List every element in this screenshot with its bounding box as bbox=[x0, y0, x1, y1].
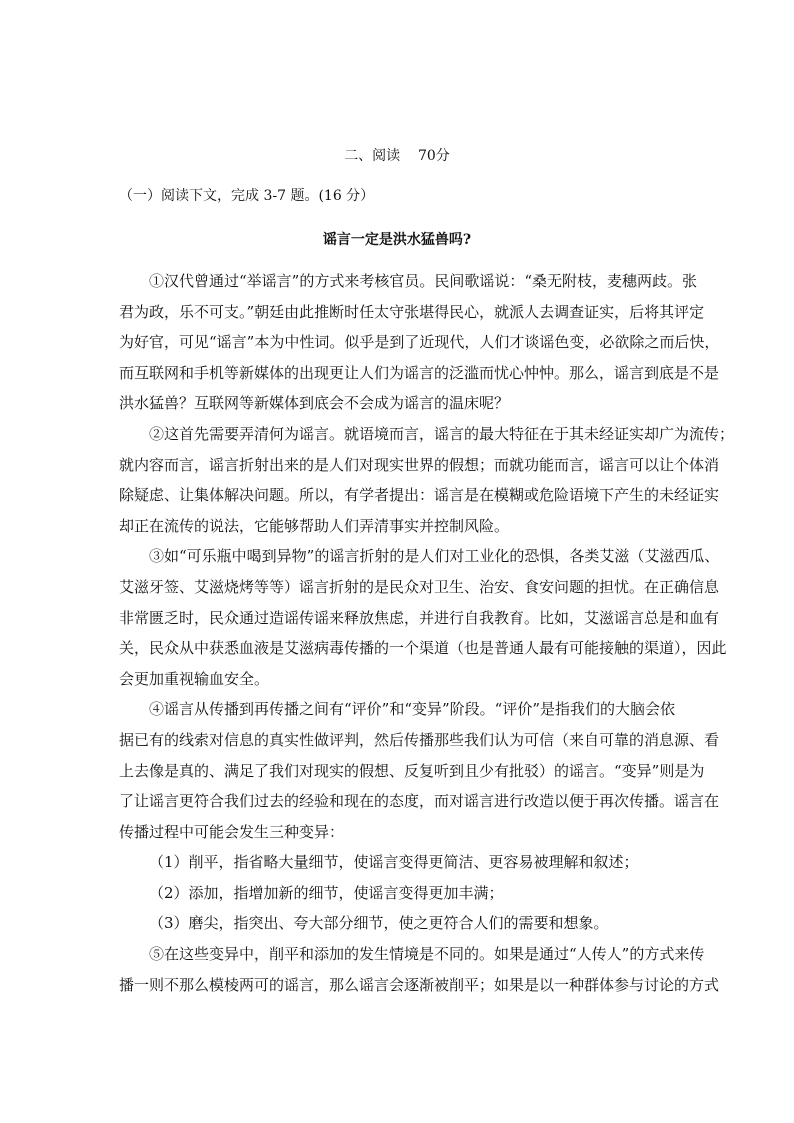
text-line: ③如“可乐瓶中喝到异物”的谣言折射的是人们对工业化的恐惧，各类艾滋（艾滋西瓜、 bbox=[149, 547, 720, 566]
article-title: 谣言一定是洪水猛兽吗? bbox=[322, 232, 472, 248]
text-line: 就内容而言，谣言折射出来的是人们对现实世界的假想；而就功能而言，谣言可以让个体消 bbox=[119, 455, 720, 474]
section-title: 二、阅读 70分 bbox=[344, 148, 450, 164]
text-line: ①汉代曾通过“举谣言”的方式来考核官员。民间歌谣说：“桑无附枝，麦穗两歧。张 bbox=[149, 272, 698, 290]
text-line: 上去像是真的、满足了我们对现实的假想、反复听到且少有批驳）的谣言。“变异”则是为 bbox=[119, 761, 705, 780]
text-line: 而互联网和手机等新媒体的出现更让人们为谣言的泛滥而忧心忡忡。那么，谣言到底是不是 bbox=[119, 363, 720, 382]
question-instruction: （一）阅读下文，完成 3-7 题。(16 分） bbox=[119, 188, 375, 204]
text-line: 为好官，可见“谣言”本为中性词。似乎是到了近现代，人们才谈谣色变，必欲除之而后快， bbox=[119, 333, 720, 352]
article-body bbox=[119, 266, 735, 1000]
text-line: 却正在流传的说法，它能够帮助人们弄清事实并控制风险。 bbox=[119, 516, 510, 535]
text-line: 了让谣言更符合我们过去的经验和现在的态度，而对谣言进行改造以便于再次传播。谣言在 bbox=[119, 792, 720, 811]
text-line: ④谣言从传播到再传播之间有“评价”和“变异”阶段。“评价”是指我们的大脑会依 bbox=[149, 700, 676, 719]
list-item: （3）磨尖，指突出、夸大部分细节，使之更符合人们的需要和想象。 bbox=[149, 914, 609, 933]
text-line: 关，民众从中获悉血液是艾滋病毒传播的一个渠道（也是普通人最有可能接触的渠道），因此 bbox=[119, 639, 727, 658]
text-line: 传播过程中可能会发生三种变异： bbox=[119, 822, 345, 841]
text-line: 播一则不那么模棱两可的谣言，那么谣言会逐渐被削平；如果是以一种群体参与讨论的方式 bbox=[119, 975, 720, 994]
list-item: （2）添加，指增加新的细节，使谣言变得更加丰满； bbox=[149, 883, 504, 902]
text-line: 洪水猛兽？互联网等新媒体到底会不会成为谣言的温床呢？ bbox=[119, 394, 510, 413]
list-item: （1）削平，指省略大量细节，使谣言变得更简洁、更容易被理解和叙述； bbox=[149, 853, 639, 872]
text-line: ②这首先需要弄清何为谣言。就语境而言，谣言的最大特征在于其未经证实却广为流传； bbox=[149, 424, 735, 443]
text-line: 据已有的线索对信息的真实性做评判，然后传播那些我们认为可信（来自可靠的消息源、看 bbox=[119, 730, 720, 749]
text-line: 会更加重视输血安全。 bbox=[119, 669, 270, 688]
text-line: 君为政，乐不可支。”朝廷由此推断时任太守张堪得民心，就派人去调查证实，后将其评定 bbox=[119, 302, 705, 321]
text-line: 艾滋牙签、艾滋烧烤等等）谣言折射的是民众对卫生、治安、食安问题的担忧。在正确信息 bbox=[119, 577, 720, 596]
text-line: 除疑虑、让集体解决问题。所以，有学者提出：谣言是在模糊或危险语境下产生的未经证实 bbox=[119, 486, 720, 505]
text-line: ⑤在这些变异中，削平和添加的发生情境是不同的。如果是通过“人传人”的方式来传 bbox=[149, 945, 705, 964]
text-line: 非常匮乏时，民众通过造谣传谣来释放焦虑，并进行自我教育。比如，艾滋谣言总是和血有 bbox=[119, 608, 720, 627]
